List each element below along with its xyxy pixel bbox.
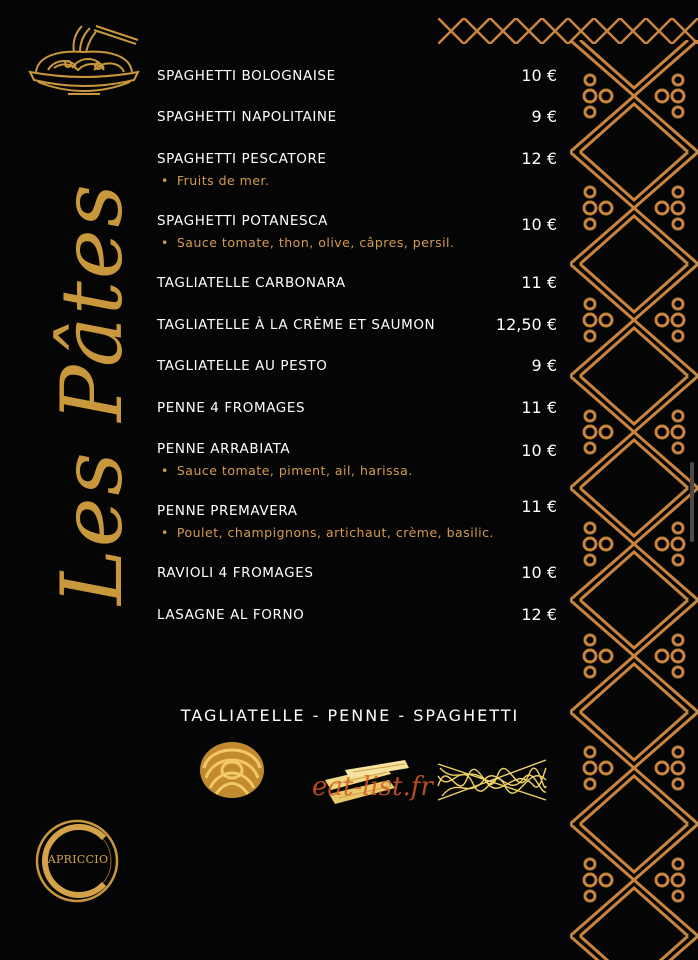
item-description: • Fruits de mer.	[161, 173, 270, 188]
tagliatelle-nest-icon	[200, 742, 264, 798]
item-name: SPAGHETTI NAPOLITAINE	[157, 109, 337, 125]
item-price: 11 €	[521, 497, 557, 516]
pasta-bowl-icon	[24, 22, 144, 104]
scrollbar[interactable]	[690, 462, 694, 542]
item-name: PENNE ARRABIATA	[157, 441, 291, 457]
item-description: • Poulet, champignons, artichaut, crème, basilic.	[161, 525, 494, 540]
item-description: • Sauce tomate, thon, olive, câpres, persil.	[161, 235, 455, 250]
item-name: TAGLIATELLE CARBONARA	[157, 275, 346, 291]
item-price: 10 €	[521, 441, 557, 460]
item-price: 10 €	[521, 66, 557, 85]
item-price: 11 €	[521, 273, 557, 292]
watermark: eat-list.fr	[312, 772, 433, 802]
item-name: RAVIOLI 4 FROMAGES	[157, 565, 314, 581]
item-price: 10 €	[521, 563, 557, 582]
item-price: 12 €	[521, 605, 557, 624]
item-description: • Sauce tomate, piment, ail, harissa.	[161, 463, 413, 478]
page-title: Les Pâtes	[43, 182, 141, 605]
item-name: TAGLIATELLE AU PESTO	[157, 358, 328, 374]
item-price: 12,50 €	[495, 315, 557, 334]
item-price: 9 €	[531, 107, 557, 126]
item-name: SPAGHETTI POTANESCA	[157, 213, 328, 229]
logo-text: APRICCIO	[47, 853, 109, 866]
item-price: 11 €	[521, 398, 557, 417]
item-price: 10 €	[521, 215, 557, 234]
decorative-border-right	[570, 0, 698, 960]
item-name: SPAGHETTI PESCATORE	[157, 151, 327, 167]
item-price: 12 €	[521, 149, 557, 168]
item-name: PENNE 4 FROMAGES	[157, 400, 306, 416]
item-price: 9 €	[531, 356, 557, 375]
item-name: SPAGHETTI BOLOGNAISE	[157, 68, 336, 84]
pasta-types: TAGLIATELLE - PENNE - SPAGHETTI	[180, 706, 520, 725]
item-name: PENNE PREMAVERA	[157, 503, 298, 519]
spaghetti-icon	[438, 760, 546, 800]
item-name: TAGLIATELLE À LA CRÈME ET SAUMON	[157, 317, 436, 333]
item-name: LASAGNE AL FORNO	[157, 607, 305, 623]
